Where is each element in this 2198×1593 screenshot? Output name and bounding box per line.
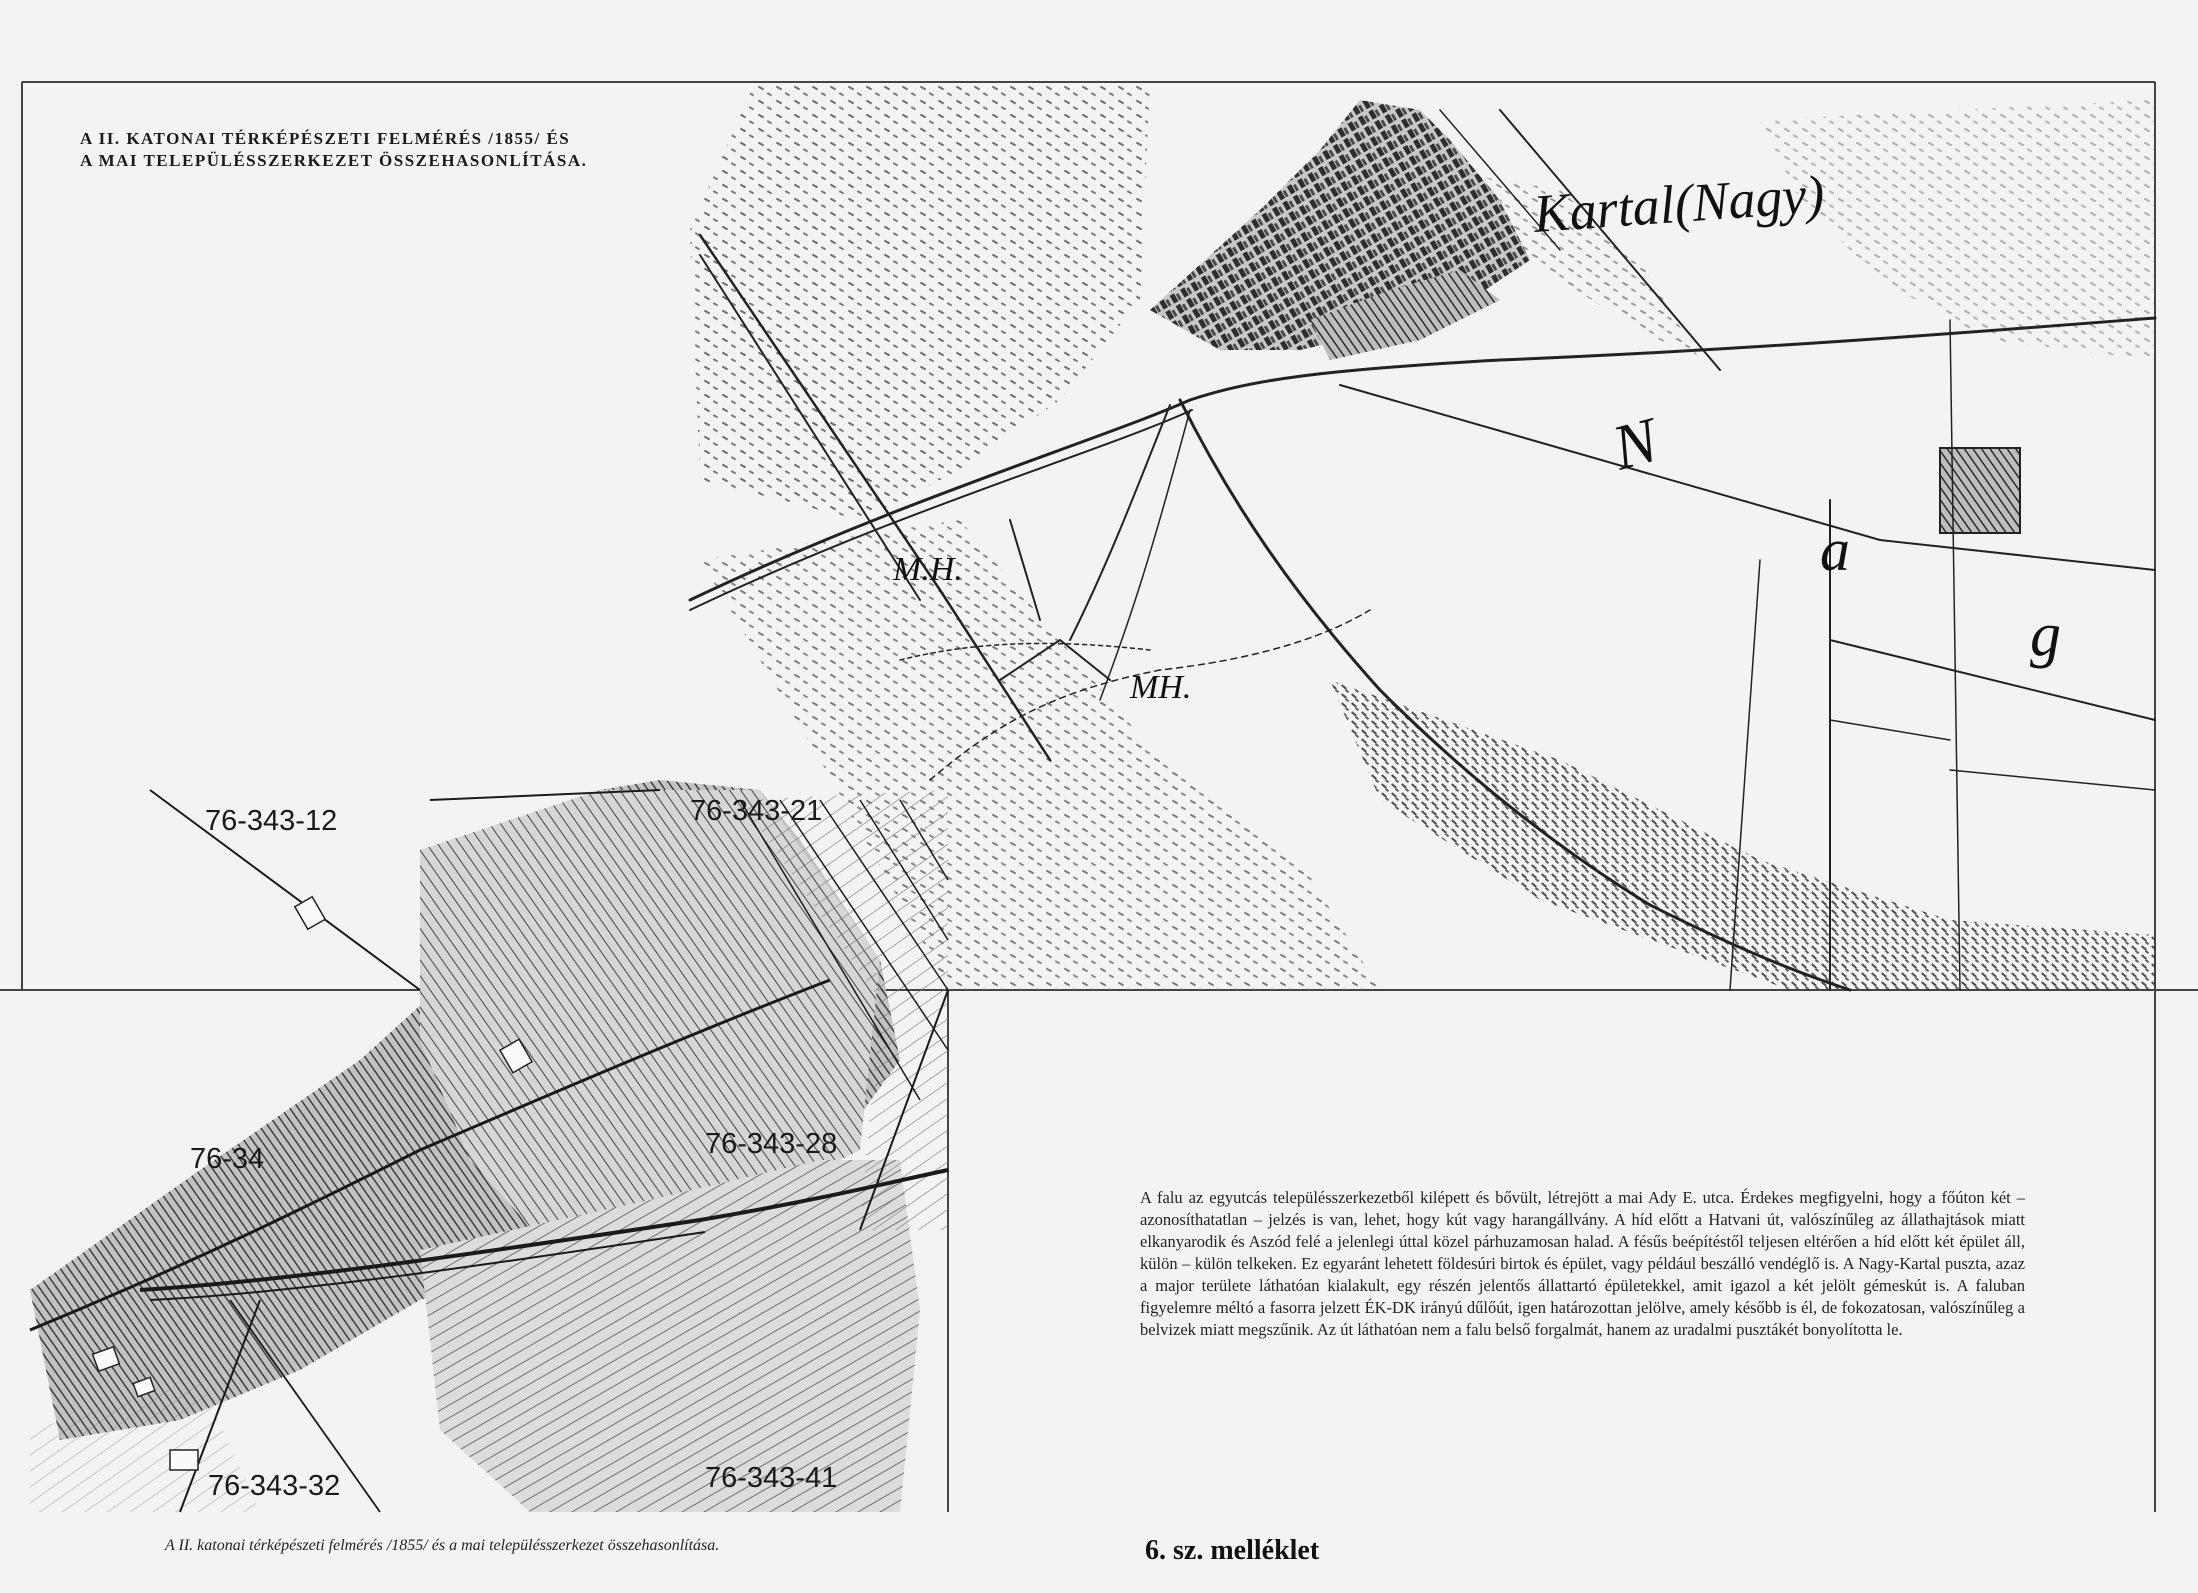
letter-n-label: N (1605, 403, 1665, 484)
parcel-label-41: 76-343-41 (705, 1462, 838, 1494)
appendix-label: 6. sz. melléklet (1145, 1535, 1320, 1566)
letter-a-label: a (1820, 517, 1850, 583)
parcel-label-31: 76-34 (190, 1143, 265, 1175)
mh-label-2: MH. (1130, 669, 1192, 706)
parcel-label-32: 76-343-32 (208, 1470, 341, 1502)
description-paragraph: A falu az egyutcás településszerkezetből kilépett és bővült, létrejött a mai Ady E. utca. Érdekes megfigyelni, hogy a főúton két – azonosíthatatlan – jelzés is van, lehet, hogy kút vagy harangállvány. A híd előtt a Hatvani út, valószínűleg az állathajtások miatt elkanyarodik és Aszód felé a jelenlegi úttal közel párhuzamosan halad. A fésűs beépítéstől teljesen eltérően a híd előtt két épület áll, külön – külön telkeken. Ez egyaránt lehetett földesúri birtok és épület, vagy például beszálló vendéglő is. A Nagy-Kartal puszta, azaz a major területe láthatóan kialakult, egy részén jelentős állattartó épületekkel, amit igazol a két jelölt gémeskút is. A faluban figyelemre méltó a fasorra jelzett ÉK-DK irányú dűlőút, igen határozottan jelölve, amely később is él, de fokozatosan, valószínűleg a belvizek miatt megszűnik. Az út láthatóan nem a falu belső forgalmát, hanem az uradalmi pusztákét bonyolította le. (1140, 1188, 2025, 1339)
map-heading-line-1: A II. KATONAI TÉRKÉPÉSZETI FELMÉRÉS /1855/ ÉS (80, 129, 571, 148)
map-heading (80, 128, 760, 172)
parcel-label-28: 76-343-28 (705, 1128, 838, 1160)
parcel-label-21: 76-343-21 (690, 795, 823, 827)
letter-g-label: g (2030, 601, 2061, 669)
figure-caption: A II. katonai térképészeti felmérés /1855/ és a mai településszerkezet összehasonlítása. (165, 1537, 720, 1554)
mh-label-1: M.H. (893, 551, 963, 588)
map-heading-line-2: A MAI TELEPÜLÉSSZERKEZET ÖSSZEHASONLÍTÁSA. (80, 151, 588, 170)
village-name-label: Kartal(Nagy) (1531, 163, 1827, 244)
parcel-label-12: 76-343-12 (205, 805, 338, 837)
